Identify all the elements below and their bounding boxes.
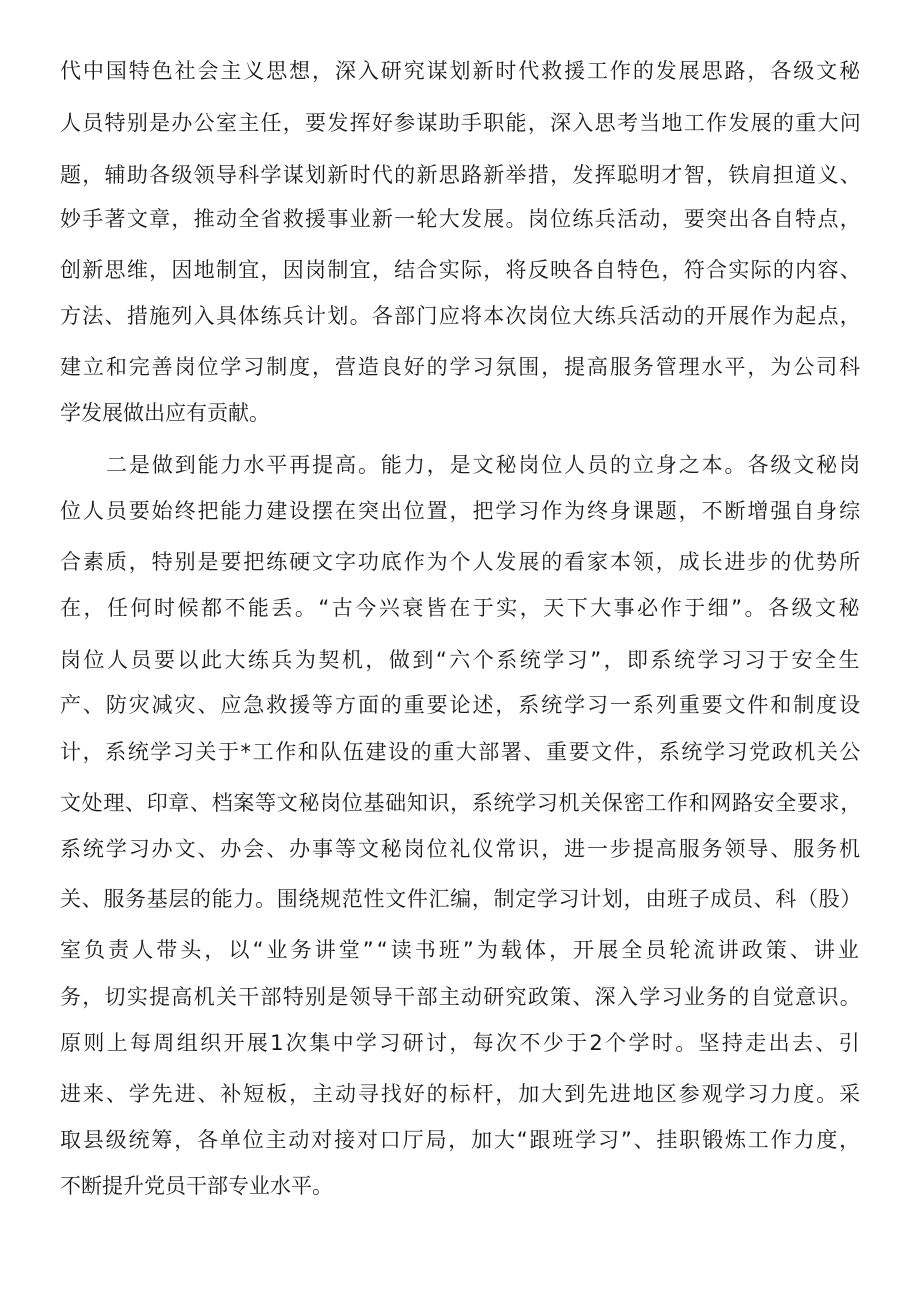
body-text-line: 关、服务基层的能力。围绕规范性文件汇编，制定学习计划，由班子成员、科（股）: [60, 887, 863, 911]
body-text-line: 务，切实提高机关干部特别是领导干部主动研究政策、深入学习业务的自觉意识。: [60, 985, 863, 1009]
body-text-line: 计，系统学习关于*工作和队伍建设的重大部署、重要文件，系统学习党政机关公: [60, 740, 862, 764]
body-text-line: 取县级统筹，各单位主动对接对口厅局，加大“跟班学习”、挂职锻炼工作力度，: [60, 1128, 862, 1152]
body-text-line: 原则上每周组织开展1次集中学习研讨，每次不少于2个学时。坚持走出去、引: [60, 1031, 863, 1055]
body-text-line: 系统学习办文、办会、办事等文秘岗位礼仪常识，进一步提高服务领导、服务机: [60, 837, 862, 861]
body-text-line: 建立和完善岗位学习制度，营造良好的学习氛围，提高服务管理水平，为公司科: [60, 355, 862, 379]
paragraph-heading-line: 二是做到能力水平再提高。能力，是文秘岗位人员的立身之本。各级文秘岗: [106, 453, 862, 477]
body-text-line: 不断提升党员干部专业水平。: [60, 1174, 333, 1198]
body-text-line: 创新思维，因地制宜，因岗制宜，结合实际，将反映各自特色，符合实际的内容、: [60, 258, 863, 282]
body-text-line: 题，辅助各级领导科学谋划新时代的新思路新举措，发挥聪明才智，铁肩担道义、: [60, 163, 863, 187]
body-text-line: 在，任何时候都不能丢。“古今兴衰皆在于实，天下大事必作于细”。各级文秘: [60, 596, 862, 620]
body-text-line: 合素质，特别是要把练硬文字功底作为个人发展的看家本领，成长进步的优势所: [60, 550, 862, 574]
body-text-line: 方法、措施列入具体练兵计划。各部门应将本次岗位大练兵活动的开展作为起点，: [60, 304, 863, 328]
body-text-line: 文处理、印章、档案等文秘岗位基础知识，系统学习机关保密工作和网路安全要求，: [60, 791, 863, 815]
body-text-line: 人员特别是办公室主任，要发挥好参谋助手职能，深入思考当地工作发展的重大问: [60, 111, 863, 135]
body-text-line: 学发展做出应有贡献。: [60, 401, 270, 425]
body-text-line: 岗位人员要以此大练兵为契机，做到“六个系统学习”，即系统学习习于安全生: [60, 648, 862, 672]
body-text-line: 妙手著文章，推动全省救援事业新一轮大发展。岗位练兵活动，要突出各自特点，: [60, 207, 863, 231]
body-text-line: 代中国特色社会主义思想，深入研究谋划新时代救援工作的发展思路，各级文秘: [60, 59, 862, 83]
body-text-line: 位人员要始终把能力建设摆在突出位置，把学习作为终身课题，不断增强自身综: [60, 499, 862, 523]
body-text-line: 产、防灾减灾、应急救援等方面的重要论述，系统学习一系列重要文件和制度设: [60, 693, 862, 717]
body-text-line: 室负责人带头，以“业务讲堂”“读书班”为载体，开展全员轮流讲政策、讲业: [60, 938, 862, 962]
body-text-line: 进来、学先进、补短板，主动寻找好的标杆，加大到先进地区参观学习力度。采: [60, 1082, 862, 1106]
